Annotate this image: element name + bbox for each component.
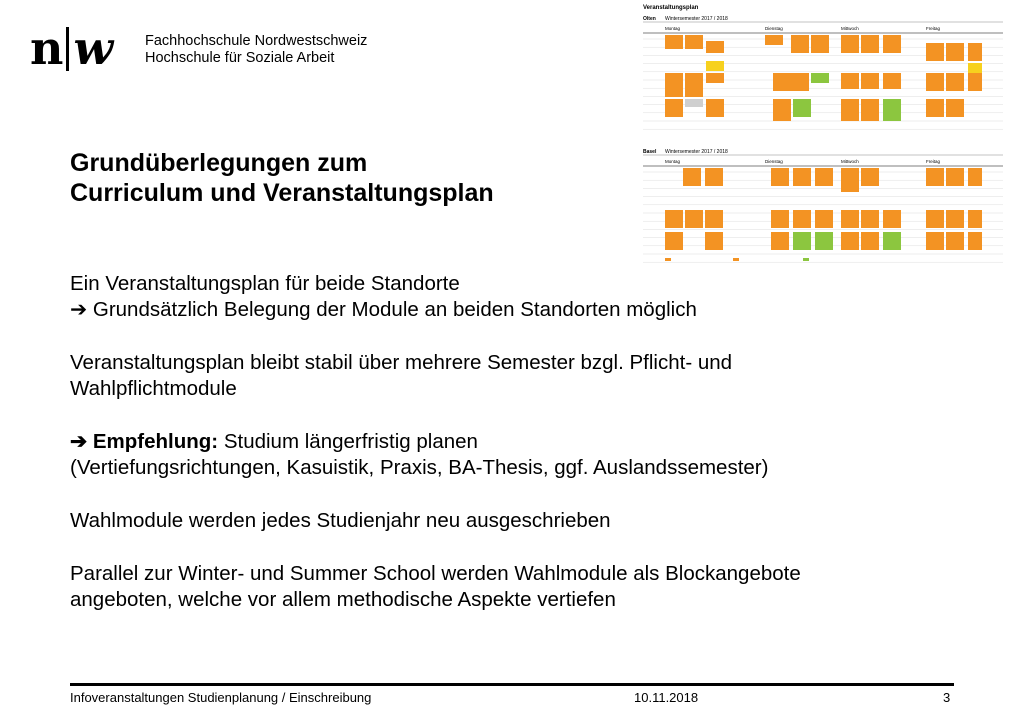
p1-line-2: ➔ Grundsätzlich Belegung der Module an beiden Standorten möglich <box>70 298 697 321</box>
schedule-block <box>861 232 879 250</box>
schedule-block <box>926 73 944 91</box>
slide-title-line-1: Grundüberlegungen zum <box>70 149 368 177</box>
schedule-semester-label: Wintersemester 2017 / 2018 <box>665 149 728 155</box>
spacer <box>70 402 990 429</box>
schedule-block <box>706 61 724 71</box>
schedule-day-label: Freitag <box>926 159 941 164</box>
school-line-1: Fachhochschule Nordwestschweiz <box>145 33 368 49</box>
schedule-block <box>685 73 703 97</box>
logo-letter-n: n <box>30 21 63 75</box>
schedule-block <box>665 258 671 261</box>
schedule-block <box>665 210 683 228</box>
schedule-block <box>706 41 724 53</box>
p1-line-1: Ein Veranstaltungsplan für beide Standorte <box>70 272 460 295</box>
schedule-block <box>946 232 964 250</box>
schedule-block <box>841 168 859 192</box>
schedule-block <box>773 73 791 91</box>
schedule-block <box>793 232 811 250</box>
schedule-block <box>946 210 964 228</box>
p3-line-1 <box>70 429 990 455</box>
p5-line-1: Parallel zur Winter- und Summer School werden Wahlmodule als Blockangebote <box>70 562 801 585</box>
schedule-block <box>706 99 724 117</box>
schedule-block <box>706 73 724 83</box>
schedule-block <box>926 43 944 61</box>
schedule-block <box>968 73 982 91</box>
schedule-block <box>803 258 809 261</box>
schedule-location-label: Olten <box>643 16 656 22</box>
schedule-block <box>791 73 809 91</box>
schedule-block <box>861 168 879 186</box>
schedule-day-label: Dienstag <box>765 159 783 164</box>
schedule-block <box>685 35 703 49</box>
schedule-block <box>841 232 859 250</box>
schedule-block <box>733 258 739 261</box>
p5-line-2: angeboten, welche vor allem methodische Aspekte vertiefen <box>70 588 616 611</box>
spacer <box>70 481 990 508</box>
schedule-block <box>685 210 703 228</box>
schedule-day-label: Freitag <box>926 26 941 31</box>
schedule-block <box>793 210 811 228</box>
schedule-block <box>968 232 982 250</box>
schedule-block <box>791 35 809 53</box>
schedule-block <box>926 168 944 186</box>
schedule-thumbnail-basel <box>643 146 1003 268</box>
schedule-block <box>841 73 859 89</box>
schedule-block <box>861 73 879 89</box>
schedule-block <box>968 210 982 228</box>
slide-body <box>70 271 990 613</box>
footer-date: 10.11.2018 <box>634 690 699 705</box>
p3-line-2: (Vertiefungsrichtungen, Kasuistik, Praxis, BA-Thesis, ggf. Auslandssemester) <box>70 456 769 479</box>
schedule-block <box>968 43 982 61</box>
school-line-2: Hochschule für Soziale Arbeit <box>145 50 335 66</box>
schedule-day-label: Mittwoch <box>841 26 859 31</box>
schedule-grid-basel <box>643 146 1003 268</box>
schedule-block <box>883 35 901 53</box>
schedule-block <box>968 168 982 186</box>
schedule-block <box>793 168 811 186</box>
schedule-block <box>665 232 683 250</box>
schedule-block <box>883 232 901 250</box>
p3-arrow: ➔ <box>70 430 93 453</box>
spacer <box>70 323 990 350</box>
schedule-block <box>883 73 901 89</box>
schedule-block <box>946 99 964 117</box>
p2-line-1: Veranstaltungsplan bleibt stabil über mehrere Semester bzgl. Pflicht- und <box>70 351 733 374</box>
schedule-block <box>841 99 859 121</box>
schedule-block <box>773 99 791 121</box>
schedule-block <box>815 210 833 228</box>
schedule-block <box>793 99 811 117</box>
schedule-block <box>771 210 789 228</box>
schedule-day-label: Montag <box>665 26 681 31</box>
schedule-day-label: Dienstag <box>765 26 783 31</box>
schedule-block <box>815 168 833 186</box>
schedule-block <box>861 210 879 228</box>
schedule-block <box>665 73 683 97</box>
spacer <box>70 534 990 561</box>
schedule-block <box>861 99 879 121</box>
schedule-block <box>946 168 964 186</box>
schedule-block <box>946 43 964 61</box>
schedule-location-label: Basel <box>643 149 657 155</box>
logo-mark <box>30 22 112 77</box>
schedule-block <box>946 73 964 91</box>
schedule-block <box>926 232 944 250</box>
schedule-block <box>683 168 701 186</box>
schedule-block <box>861 35 879 53</box>
slide-title-line-2: Curriculum und Veranstaltungsplan <box>70 179 494 207</box>
schedule-block <box>883 99 901 121</box>
p3-rest: Studium längerfristig planen <box>218 430 478 453</box>
schedule-block <box>771 232 789 250</box>
schedule-block <box>815 232 833 250</box>
schedule-block <box>665 99 683 117</box>
schedule-block <box>705 232 723 250</box>
fhnw-logo <box>30 22 370 78</box>
schedule-block <box>705 168 723 186</box>
schedule-block <box>685 99 703 107</box>
footer-page-number: 3 <box>943 690 951 705</box>
schedule-block <box>811 35 829 53</box>
p2-line-2: Wahlpflichtmodule <box>70 377 237 400</box>
schedule-block <box>883 210 901 228</box>
schedule-thumbnail-olten <box>643 4 1003 131</box>
p3-emphasis: Empfehlung: <box>92 430 219 453</box>
schedule-block <box>926 99 944 117</box>
school-name <box>145 33 367 67</box>
p4: Wahlmodule werden jedes Studienjahr neu ausgeschrieben <box>70 509 611 532</box>
schedule-block <box>765 35 783 45</box>
schedule-block <box>841 35 859 53</box>
schedule-block <box>665 35 683 49</box>
schedule-day-label: Mittwoch <box>841 159 859 164</box>
footer-left-text: Infoveranstaltungen Studienplanung / Einschreibung <box>70 690 372 705</box>
schedule-grid-olten <box>643 13 1003 131</box>
schedule-block <box>841 210 859 228</box>
schedule-block <box>705 210 723 228</box>
slide-title <box>70 148 494 208</box>
schedule-block <box>926 210 944 228</box>
logo-bar <box>66 27 69 71</box>
schedule-block <box>771 168 789 186</box>
logo-letter-w: w <box>73 21 113 75</box>
schedule-semester-label: Wintersemester 2017 / 2018 <box>665 16 728 22</box>
footer-divider <box>70 683 954 686</box>
schedule-day-label: Montag <box>665 159 681 164</box>
schedule-block <box>811 73 829 83</box>
schedule-title: Veranstaltungsplan <box>643 5 699 11</box>
